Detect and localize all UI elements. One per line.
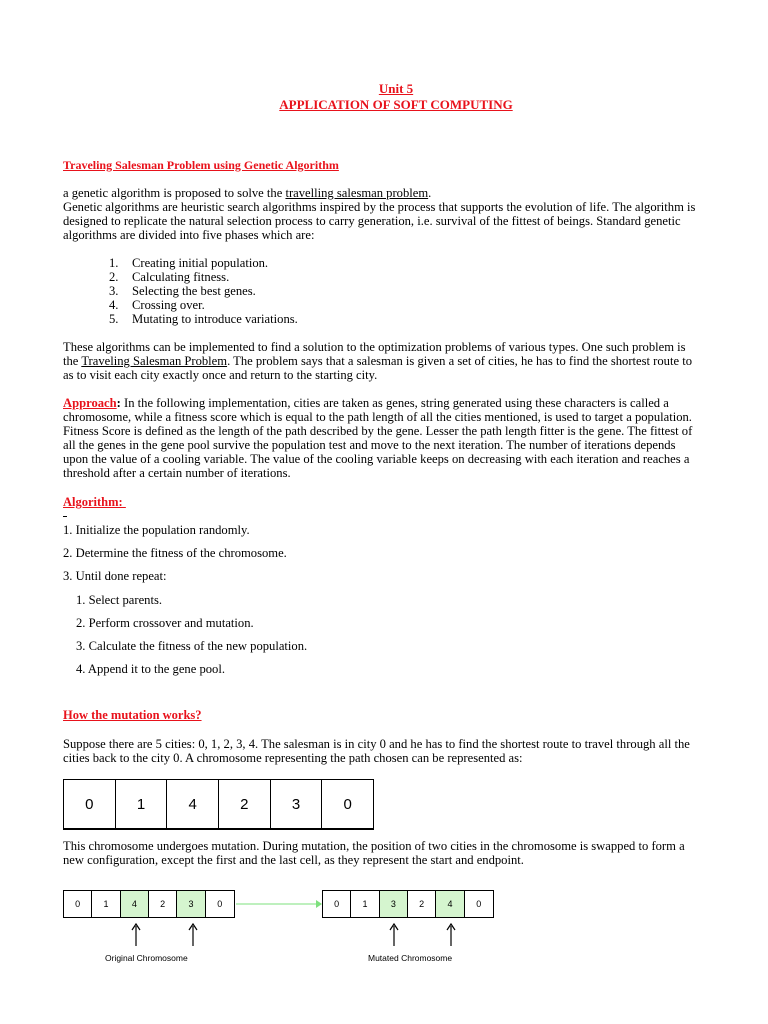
small-dash-mark [63, 516, 67, 517]
approach-line2: chromosome, while a fitness score which is equal to the path length of all the cities mentioned, is used to target a population. [63, 410, 692, 424]
gene-cell: 2 [219, 780, 271, 828]
gene-cell: 0 [476, 899, 482, 909]
mutation-para2-line1: This chromosome undergoes mutation. During mutation, the position of two cities in the chromosome is swapped to form a [63, 839, 685, 853]
gene-cell: 3 [271, 780, 323, 828]
gene-cell-swapped: 4 [436, 891, 464, 917]
mutation-arrow-icon [236, 898, 322, 910]
gene-cell: 0 [64, 780, 116, 828]
tsp-para2-line1: These algorithms can be implemented to find a solution to the optimization problems of various types. One such problem is [63, 340, 686, 354]
gene-cell-swapped: 3 [380, 891, 408, 917]
tsp-intro-prefix: a genetic algorithm is proposed to solve the [63, 186, 286, 200]
original-chromosome [63, 890, 235, 918]
tsp-para1-line1: Genetic algorithms are heuristic search algorithms inspired by the process that supports the evolution of life. The algorithm is [63, 200, 696, 214]
tsp-para2-line2: the Traveling Salesman Problem. The problem says that a salesman is given a set of cities, he has to find the shortest route to [63, 354, 693, 368]
list-item: 4. Crossing over. [109, 298, 205, 312]
up-arrow-icon [130, 922, 142, 946]
page-title: APPLICATION OF SOFT COMPUTING [279, 97, 513, 112]
tsp-link[interactable]: travelling salesman problem [285, 186, 429, 200]
gene-cell: 2 [149, 891, 177, 917]
up-arrow-icon [445, 922, 457, 946]
gene-cell-swapped: 3 [177, 891, 205, 917]
list-item: 5. Mutating to introduce variations. [109, 312, 298, 326]
approach-line1: Approach: In the following implementation, cities are taken as genes, string generated using these characters is called a [63, 396, 669, 410]
algorithm-substep-2: 2. Perform crossover and mutation. [76, 616, 254, 630]
gene-cell: 2 [408, 891, 436, 917]
gene-cell-swapped: 4 [121, 891, 149, 917]
tsp-heading: Traveling Salesman Problem using Genetic Algorithm [63, 158, 339, 172]
gene-cell: 1 [116, 780, 168, 828]
list-item: 3. Selecting the best genes. [109, 284, 256, 298]
tsp-para1-line2: designed to replicate the natural selection process to carry generation, i.e. survival of the fittest of beings. Standard genetic [63, 214, 681, 228]
mutation-para1-line2: cities back to the city 0. A chromosome representing the path chosen can be represented as: [63, 751, 523, 765]
phases-list [63, 256, 703, 326]
gene-cell: 0 [323, 891, 351, 917]
mutation-para2-line2: new configuration, except the first and the last cell, as they represent the start and endpoint. [63, 853, 524, 867]
gene-cell: 4 [167, 780, 219, 828]
mutation-heading: How the mutation works? [63, 708, 202, 722]
gene-cell: 0 [217, 899, 223, 909]
up-arrow-icon [187, 922, 199, 946]
algorithm-substep-1: 1. Select parents. [76, 593, 163, 607]
tsp-intro [63, 186, 431, 200]
algorithm-heading: Algorithm: [63, 495, 126, 509]
approach-label: Approach [63, 396, 117, 410]
mutation-para1-line1: Suppose there are 5 cities: 0, 1, 2, 3, 4. The salesman is in city 0 and he has to find the shortest route to travel through all the [63, 737, 690, 751]
tsp-para2-line3: as to visit each city exactly once and return to the starting city. [63, 368, 378, 382]
approach-line5: upon the value of a cooling variable. The value of the cooling variable keeps on decreasing with each iteration and reaches a [63, 452, 690, 466]
algorithm-step-1: 1. Initialize the population randomly. [63, 523, 250, 537]
algorithm-step-3: 3. Until done repeat: [63, 569, 167, 583]
list-item: 1. Creating initial population. [109, 256, 269, 270]
up-arrow-icon [388, 922, 400, 946]
approach-line3: Fitness Score is defined as the length of the path described by the gene. Lesser the path length fitter is the gene. The fittest of [63, 424, 693, 438]
approach-line6: threshold after a certain number of iterations. [63, 466, 291, 480]
mutated-chromosome-label: Mutated Chromosome [368, 953, 453, 963]
mutated-chromosome [322, 890, 494, 918]
approach-line4: all the genes in the gene pool survive the population test and move to the next iteration. The number of iterations depends [63, 438, 676, 452]
list-item: 2. Calculating fitness. [109, 270, 230, 284]
algorithm-substep-4: 4. Append it to the gene pool. [76, 662, 226, 676]
algorithm-step-2: 2. Determine the fitness of the chromosome. [63, 546, 287, 560]
unit-label: Unit 5 [378, 81, 414, 96]
gene-cell: 1 [351, 891, 379, 917]
algorithm-substep-3: 3. Calculate the fitness of the new population. [76, 639, 308, 653]
chromosome-diagram [63, 779, 374, 830]
tsp-problem-link[interactable]: Traveling Salesman Problem [81, 354, 228, 368]
gene-cell: 1 [92, 891, 120, 917]
gene-cell: 0 [343, 795, 352, 813]
tsp-intro-suffix: . [428, 186, 432, 200]
gene-cell: 0 [64, 891, 92, 917]
original-chromosome-label: Original Chromosome [105, 953, 188, 963]
tsp-para1-line3: algorithms are divided into five phases which are: [63, 228, 315, 242]
